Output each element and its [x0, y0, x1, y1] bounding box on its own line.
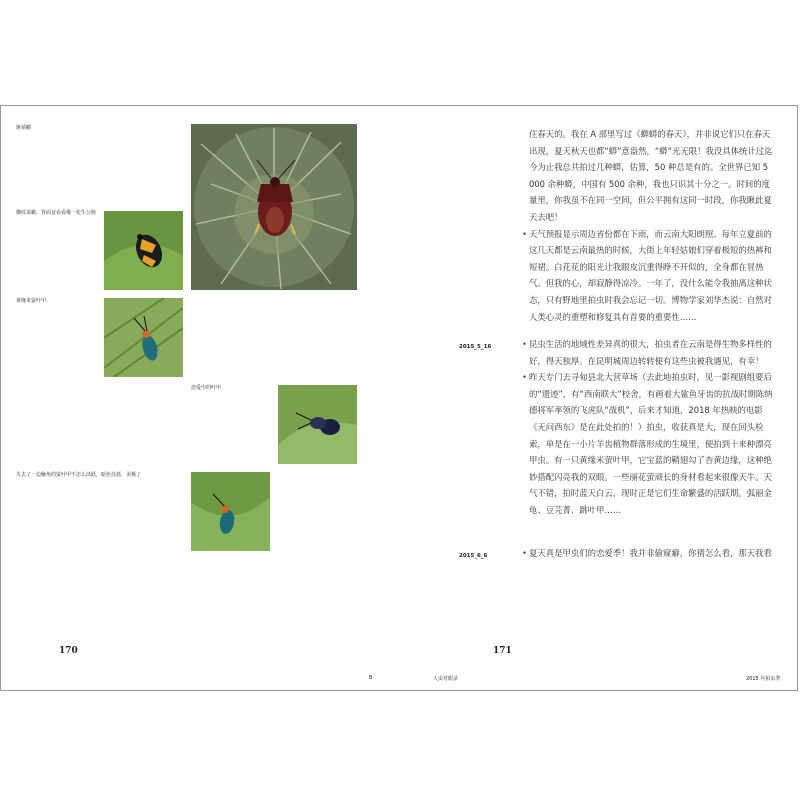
- caption-stink-bug: 斑须蝽: [16, 125, 32, 131]
- footer-mark: B: [369, 675, 373, 681]
- paragraph-4: [522, 369, 777, 518]
- page-number-left: 170: [59, 646, 78, 656]
- bullet-icon: •: [522, 372, 527, 383]
- paragraph-3: [522, 336, 777, 369]
- caption-mating-beetles: 恋爱中的叶甲: [191, 385, 222, 391]
- paragraph-3-text: 昆虫生活的地域性差异真的很大，拍虫者在云南是得生物多样性的好，得天独厚。在昆明城周边转转便有这些虫被我遇见，有幸！: [529, 339, 772, 366]
- paragraph-1: 住春天的。我在 A 部里写过《蟒蟒的春天》，并非说它们只在春天出现，夏天秋天也都“蟒”意盎然，“蟒”光无限！我没具体统计过迄今为止我总共拍过几种蟒，估算，50 种总是有的。全世界已知 5 000 余种蟒，中国有 500 余种，我也只识其十分之一。时间的度量里，你我虽不在同一空间，但公平拥有这同一时段，你我瞅此夏天去吧！: [529, 129, 773, 222]
- paragraph-2-text: 天气预报显示周边省份都在下雨，而云南大阳朗照。每年立夏前的这几天都是云南最热的时候，大街上年轻姑娘们穿着极短的热裤和短裙。白花花的阳光让我眼皮沉重得睁不开似的，全身都在冒热气。但我的心，却寂静得凉冷。一年了，没什么能令我抽离这种状态，只有野地里拍虫时我会忘记一切。博物学家刘华杰说：自然对人类心灵的重塑和修复具有首要的重要性……: [529, 228, 772, 322]
- footer-chapter-title: 2015 年拍虫季: [746, 676, 781, 682]
- photo-mating-beetles: [278, 385, 357, 464]
- paragraph-2: [522, 226, 777, 326]
- photo-one-antenna-beetle: [191, 472, 270, 551]
- photo-stink-bug-on-thistle: [191, 124, 357, 290]
- caption-leaf-beetle: 黄缘米萤叶甲: [16, 298, 47, 304]
- footer-book-title: 人虫对眼录: [433, 676, 459, 682]
- paragraph-5: [522, 545, 777, 562]
- date-entry-1: 2015_5_16: [459, 344, 492, 350]
- caption-striped-bug: 横纹菜蝽，背面竟看看像一张牛公脸: [16, 210, 97, 216]
- right-page-body-3: [522, 545, 777, 562]
- page-number-right: 171: [493, 646, 512, 656]
- photo-striped-bug: [104, 211, 183, 290]
- paragraph-5-text: 夏天真是甲虫们的恋爱季！我并非偷窥癖，你猜怎么看，那天我看: [529, 548, 772, 558]
- bullet-icon: •: [522, 228, 527, 239]
- bullet-icon: •: [522, 548, 527, 558]
- paragraph-4-text: 昨天专门去寻甸县北大营草场（去此地拍虫时，见一影视剧组要后的“遗迹”，有“西南联大”校舍，有画着大鲨鱼牙齿的抗战时期陈纳德将军率领的飞虎队“战机”，后来才知道，2018 年热映的电影《无问西东》是在此处拍的！）拍虫，收获真是大，现在回头检索，单是在一小片羊齿植物群落形成的生境里，便拍到十来种漂亮甲虫。有一只黄缘米萤叶甲，它宝蓝的鞘翅勾了杏黄边缘，这种绝妙搭配闪亮我的双眼。一些丽花萤顽长的身材看起来很像天牛。天气不错，拍时蓝天白云，现时正是它们生命繁盛的活跃期。弧丽金龟、豆芫菁、跳叶甲……: [529, 372, 773, 515]
- bullet-icon: •: [522, 339, 527, 349]
- photo-leaf-beetle-on-fern: [104, 298, 183, 377]
- right-page-body: [522, 126, 777, 325]
- date-entry-2: 2015_6_6: [459, 553, 488, 559]
- caption-one-antenna-beetle: 失去了一边触角的萤叶甲不怎么活跃，暗色亮蓝，美极了: [16, 472, 142, 478]
- right-page-body-2: [522, 336, 777, 519]
